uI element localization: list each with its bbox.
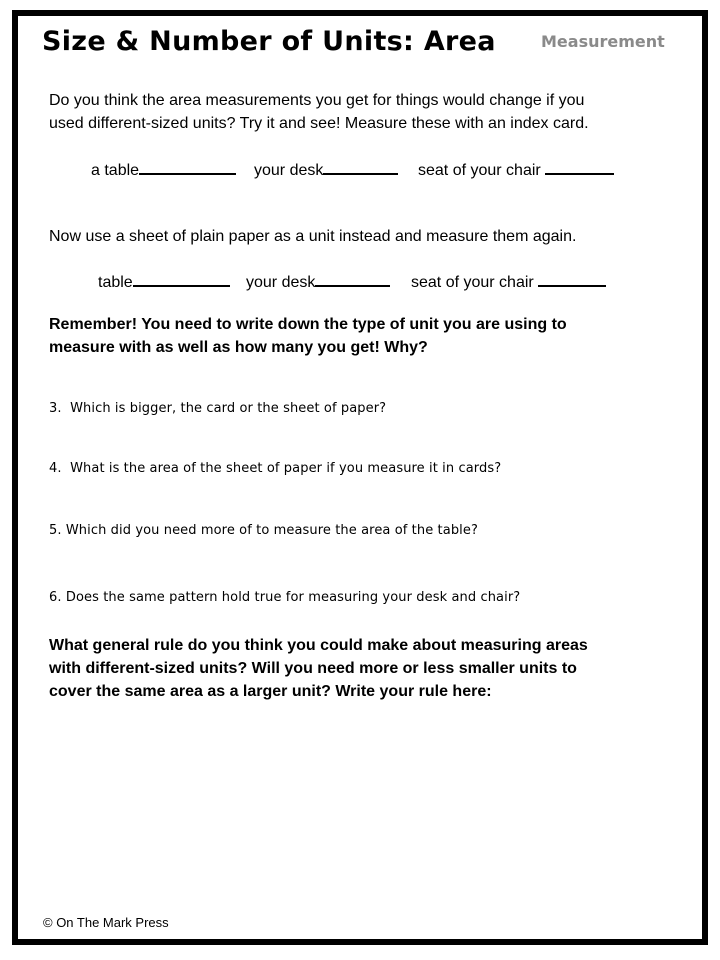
intro-line-2: used different-sized units? Try it and see! Measure these with an index card. [49, 115, 589, 132]
question-number: 4. [49, 461, 62, 476]
rule-prompt [49, 634, 588, 703]
intro-paragraph [49, 89, 589, 135]
intro-line-1: Do you think the area measurements you get for things would change if you [49, 92, 585, 109]
question-text: Does the same pattern hold true for measuring your desk and chair? [65, 590, 521, 605]
index-card-table-item [91, 159, 236, 180]
fill-label: seat of your chair [418, 162, 546, 179]
fill-label: table [98, 274, 133, 291]
question-text: Which did you need more of to measure the area of the table? [65, 523, 478, 538]
question-text: What is the area of the sheet of paper if you measure it in cards? [70, 461, 502, 476]
desk-answer-blank[interactable] [323, 159, 398, 175]
reminder-line-1: Remember! You need to write down the type of unit you are using to [49, 316, 567, 333]
fill-label: your desk [246, 274, 316, 291]
fill-label: your desk [254, 162, 324, 179]
fill-label: a table [91, 162, 140, 179]
fill-label: seat of your chair [411, 274, 539, 291]
page-title: Size & Number of Units: Area [42, 26, 496, 57]
question-text: Which is bigger, the card or the sheet of paper? [70, 401, 387, 416]
question-number: 3. [49, 401, 62, 416]
rule-line-1: What general rule do you think you could make about measuring areas [49, 637, 588, 654]
reminder-line-2: measure with as well as how many you get! Why? [49, 339, 428, 356]
question-3 [49, 401, 386, 416]
section-label: Measurement [541, 32, 665, 51]
paper-desk-item [246, 271, 390, 292]
question-number: 5. [49, 523, 62, 538]
chair-answer-blank[interactable] [545, 159, 614, 175]
question-4 [49, 461, 501, 476]
copyright-footer: © On The Mark Press [43, 915, 169, 930]
paper-table-answer-blank[interactable] [133, 271, 230, 287]
paper-chair-answer-blank[interactable] [538, 271, 606, 287]
rule-line-2: with different-sized units? Will you need more or less smaller units to [49, 660, 577, 677]
question-number: 6. [49, 590, 62, 605]
page-border [12, 10, 708, 945]
paper-chair-item [411, 271, 606, 292]
index-card-chair-item [418, 159, 614, 180]
paper-table-item [98, 271, 230, 292]
paper-instruction: Now use a sheet of plain paper as a unit instead and measure them again. [49, 228, 577, 245]
question-6 [49, 590, 520, 605]
table-answer-blank[interactable] [139, 159, 236, 175]
index-card-desk-item [254, 159, 398, 180]
rule-line-3: cover the same area as a larger unit? Write your rule here: [49, 683, 492, 700]
paper-desk-answer-blank[interactable] [315, 271, 390, 287]
question-5 [49, 523, 478, 538]
reminder-paragraph [49, 313, 567, 359]
